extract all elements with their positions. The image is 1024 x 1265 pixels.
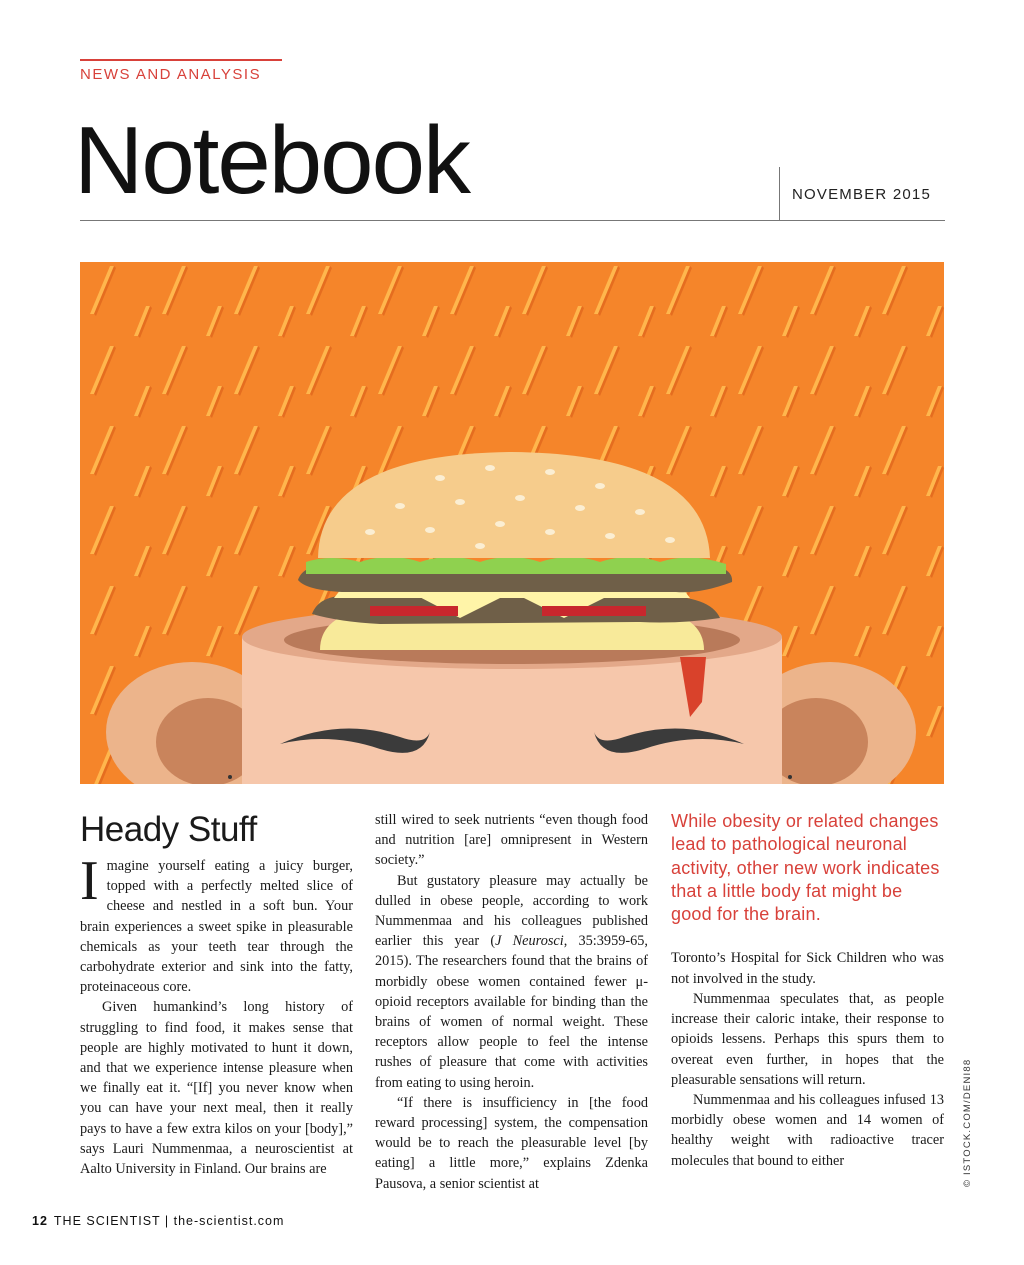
article-column-3 [671, 810, 944, 1171]
article-paragraph: Toronto’s Hospital for Sick Children who was not involved in the study. [671, 950, 944, 987]
page-title: Notebook [74, 107, 469, 214]
article-paragraph: Nummenmaa speculates that, as people increase their caloric intake, their response to opioids lessens. Perhaps this spurs them to overeat even further, in hopes that the pleasurable sensations will return. [671, 990, 944, 1088]
article-column-1 [80, 810, 353, 1179]
section-rule [80, 59, 282, 61]
article-paragraph: still wired to seek nutrients “even though food and nutrition [are] omnipresent in Western society.” [375, 812, 648, 869]
journal-citation: J Neurosci [495, 933, 564, 950]
article-paragraph [375, 871, 648, 1093]
page-footer [32, 1214, 284, 1228]
date-divider [779, 167, 780, 220]
paragraph-text: But gustatory pleasure may actually be dulled in obese people, according to work Nummenmaa and his colleagues published earlier this year ( [375, 872, 648, 950]
article-paragraph [80, 850, 353, 997]
photo-credit: © ISTOCK.COM/DENI88 [962, 1058, 973, 1187]
article-headline: Heady Stuff [80, 810, 257, 849]
drop-cap: I [80, 850, 99, 912]
article-column-2 [375, 810, 648, 1194]
publication-name: THE SCIENTIST | the-scientist.com [53, 1214, 285, 1228]
issue-date: NOVEMBER 2015 [792, 186, 931, 203]
paragraph-text: , 35:3959-65, 2015). The researchers found that the brains of morbidly obese women contained fewer μ-opioid receptors available for binding than the brains of women of normal weight. These receptors allow people to feel the intense rushes of pleasure that come with activities from eating to using heroin. [375, 933, 648, 1091]
article-paragraph: “If there is insufficiency in [the food reward processing] system, the compensation would be to reach the pleasurable level [by eating] a little more,” explains Zdenka Pausova, a senior scientist at [375, 1094, 648, 1192]
article-paragraph: Given humankind’s long history of struggling to find food, it makes sense that people are highly motivated to hunt it down, and that we experience intense pleasure when we finally eat it. “[If] you never know when you can have your next meal, then it really pays to have a few extra kilos on your [body],” says Lauri Nummenmaa, a neuroscientist at Aalto University in Finland. Our brains are [80, 999, 353, 1178]
page-number: 12 [32, 1214, 48, 1228]
article-paragraph: Nummenmaa and his colleagues infused 13 morbidly obese women and 14 women of healthy weight with radioactive tracer molecules that bound to either [671, 1091, 944, 1169]
section-label: NEWS AND ANALYSIS [80, 66, 262, 83]
title-rule [80, 220, 945, 221]
paragraph-text: magine yourself eating a juicy burger, topped with a perfectly melted slice of cheese and nestled in a soft bun. Your brain experiences a sweet spike in pleasurable chemicals as your teeth tear through the carbohydrate exterior and sink into the fatty, proteinaceous core. [80, 858, 353, 996]
hero-illustration [80, 262, 944, 784]
pull-quote: While obesity or related changes lead to pathological neuronal activity, other new work indicates that a little body fat might be good for the brain. [671, 811, 940, 925]
burger-brain-illustration [80, 262, 944, 784]
